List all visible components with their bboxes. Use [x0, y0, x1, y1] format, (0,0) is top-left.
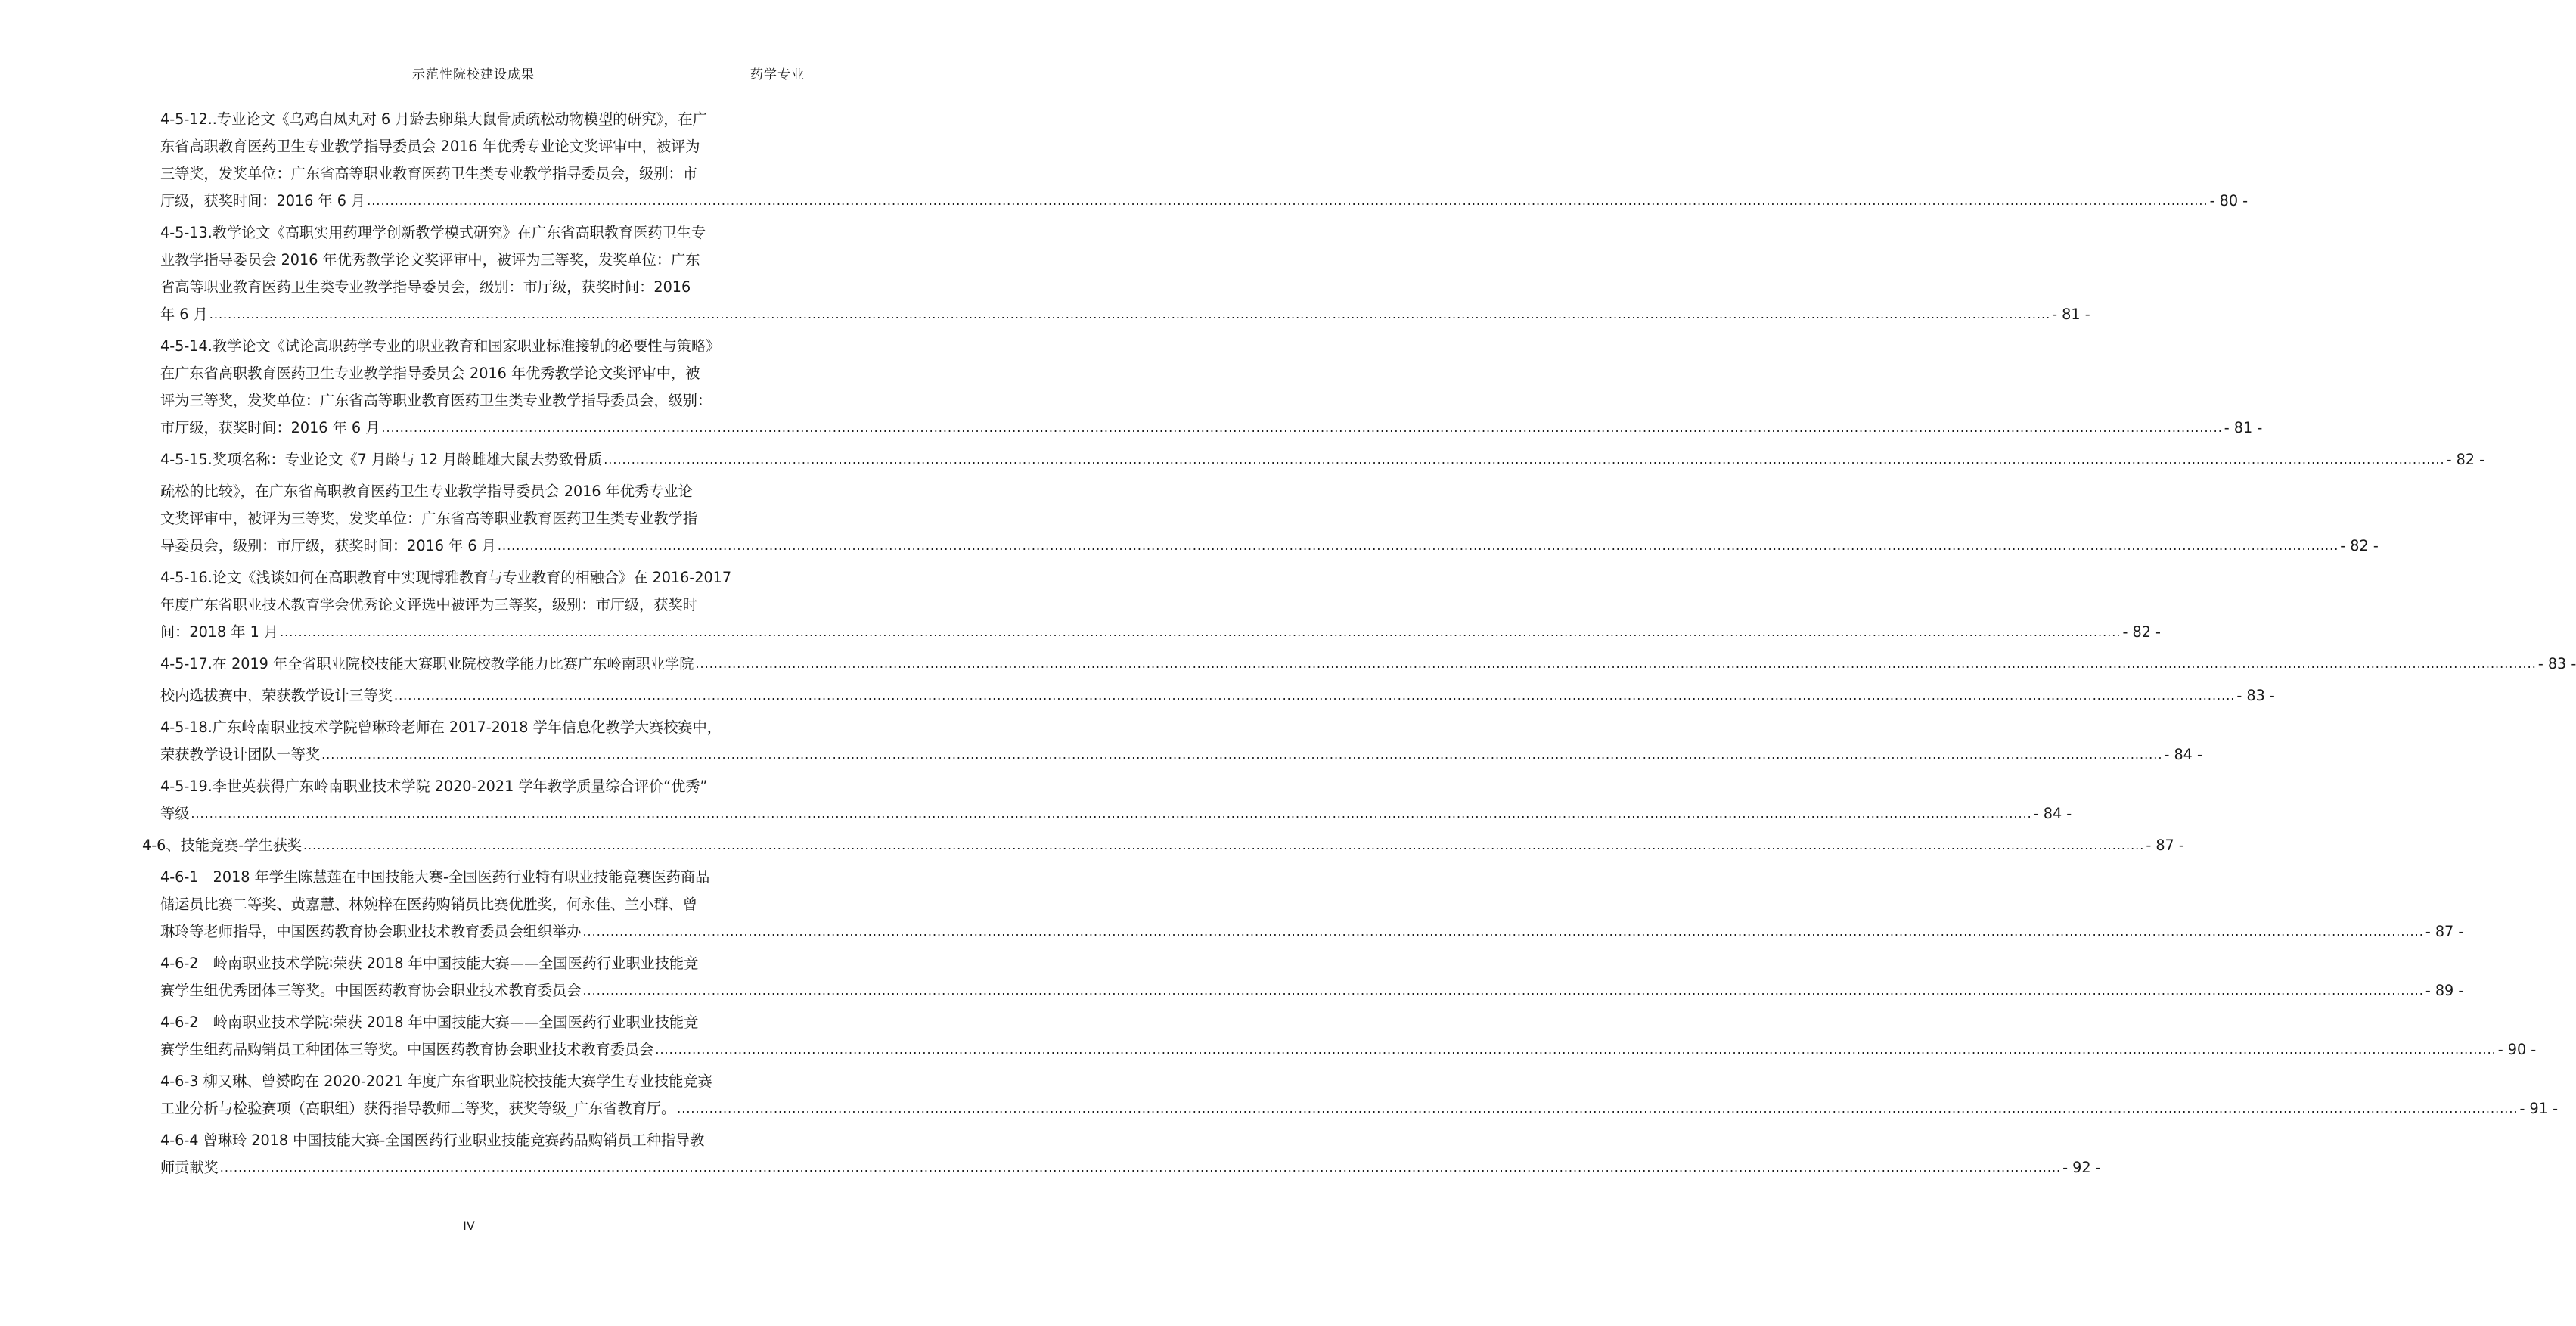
toc-entry-last-line	[160, 446, 2485, 474]
dot-leader: ................................................................................................................................................................................................................................................................................................................................................................................................................	[695, 657, 2537, 671]
toc-entry[interactable]	[142, 682, 2275, 710]
toc-entry-last-line	[160, 619, 2161, 646]
toc-entry-last-line	[142, 832, 2184, 859]
toc-entry[interactable]	[142, 864, 2464, 946]
toc-entry-text: 赛学生组优秀团体三等奖。中国医药教育协会职业技术教育委员会	[160, 982, 582, 999]
toc-entry-text: 导委员会，级别：市厅级，获奖时间：2016 年 6 月	[160, 537, 496, 554]
toc-page-number: - 83 -	[2236, 687, 2275, 704]
toc-entry[interactable]	[142, 651, 2576, 678]
toc-page-number: - 81 -	[2224, 419, 2263, 436]
toc-entry-text: 4-5-17.在 2019 年全省职业院校技能大赛职业院校教学能力比赛广东岭南职业学院	[160, 655, 694, 672]
toc-entry[interactable]	[142, 446, 2485, 474]
toc-entry[interactable]	[142, 1009, 2537, 1064]
toc-entry-line: 4-5-19.李世英获得广东岭南职业技术学院 2020-2021 学年教学质量综合评价“优秀”	[160, 778, 708, 795]
toc-entry[interactable]	[142, 478, 2379, 560]
toc-page-number: - 92 -	[2062, 1159, 2101, 1176]
toc-page-number: - 89 -	[2425, 982, 2464, 999]
toc-entry[interactable]	[142, 106, 2249, 215]
toc-entry-line: 在广东省高职教育医药卫生专业教学指导委员会 2016 年优秀教学论文奖评审中，被	[160, 365, 700, 382]
toc-page-number: - 82 -	[2122, 623, 2161, 641]
dot-leader: ................................................................................................................................................................................................................................................................................................................................................................................................................	[367, 194, 2208, 208]
toc-entry-line: 4-5-16.论文《浅谈如何在高职教育中实现博雅教育与专业教育的相融合》在 2016-2017	[160, 569, 732, 586]
toc-entry-last-line	[160, 918, 2464, 946]
dot-leader: ................................................................................................................................................................................................................................................................................................................................................................................................................	[497, 539, 2339, 553]
toc-entry-line: 省高等职业教育医药卫生类专业教学指导委员会，级别：市厅级，获奖时间：2016	[160, 278, 691, 296]
page-header	[142, 59, 805, 85]
toc-entry-line: 4-5-12..专业论文《乌鸡白凤丸对 6 月龄去卵巢大鼠骨质疏松动物模型的研究》，在广	[160, 110, 707, 128]
toc-entry-text: 市厅级，获奖时间：2016 年 6 月	[160, 419, 380, 436]
toc-entry-last-line	[160, 188, 2249, 215]
toc-entry-line: 4-5-14.教学论文《试论高职药学专业的职业教育和国家职业标准接轨的必要性与策略》	[160, 337, 721, 355]
table-of-contents	[142, 106, 2576, 1186]
toc-entry[interactable]	[142, 564, 2161, 646]
toc-entry[interactable]	[142, 950, 2464, 1005]
toc-entry-line: 4-6-4 曾琳玲 2018 中国技能大赛-全国医药行业职业技能竞赛药品购销员工种指导教	[160, 1132, 705, 1149]
dot-leader: ................................................................................................................................................................................................................................................................................................................................................................................................................	[219, 1160, 2062, 1175]
toc-page-number: - 90 -	[2497, 1041, 2537, 1058]
toc-entry-last-line	[160, 800, 2072, 828]
toc-page-number: - 82 -	[2340, 537, 2379, 554]
toc-entry-text: 4-6、技能竞赛-学生获奖	[142, 837, 302, 854]
toc-page-number: - 82 -	[2446, 451, 2485, 468]
toc-entry[interactable]	[142, 1127, 2101, 1182]
dot-leader: ................................................................................................................................................................................................................................................................................................................................................................................................................	[280, 625, 2121, 639]
toc-entry[interactable]	[142, 714, 2202, 769]
toc-entry-line: 疏松的比较》，在广东省高职教育医药卫生专业教学指导委员会 2016 年优秀专业论	[160, 483, 693, 500]
toc-entry-text: 工业分析与检验赛项（高职组）获得指导教师二等奖，获奖等级_广东省教育厅。	[160, 1100, 676, 1117]
toc-entry[interactable]	[142, 1068, 2558, 1123]
toc-entry-line: 业教学指导委员会 2016 年优秀教学论文奖评审中，被评为三等奖，发奖单位：广东	[160, 251, 700, 269]
toc-entry-line: 4-5-13.教学论文《高职实用药理学创新教学模式研究》在广东省高职教育医药卫生专	[160, 224, 706, 241]
toc-entry-text: 年 6 月	[160, 306, 208, 323]
header-section: 药学专业	[750, 67, 805, 82]
toc-entry-text: 赛学生组药品购销员工种团体三等奖。中国医药教育协会职业技术教育委员会	[160, 1041, 654, 1058]
toc-entry-line: 年度广东省职业技术教育学会优秀论文评选中被评为三等奖，级别：市厅级，获奖时	[160, 596, 697, 613]
toc-entry-text: 荣获教学设计团队一等奖	[160, 746, 321, 763]
toc-entry-last-line	[160, 415, 2263, 442]
toc-entry-text: 师贡献奖	[160, 1159, 219, 1176]
toc-entry-text: 厅级，获奖时间：2016 年 6 月	[160, 192, 366, 210]
dot-leader: ................................................................................................................................................................................................................................................................................................................................................................................................................	[604, 452, 2445, 467]
dot-leader: ................................................................................................................................................................................................................................................................................................................................................................................................................	[582, 924, 2424, 939]
toc-entry-line: 4-5-18.广东岭南职业技术学院曾琳玲老师在 2017-2018 学年信息化教学大赛校赛中，	[160, 719, 722, 736]
dot-leader: ................................................................................................................................................................................................................................................................................................................................................................................................................	[321, 747, 2163, 762]
page-number: IV	[463, 1219, 475, 1233]
toc-entry-last-line	[160, 1095, 2558, 1123]
dot-leader: ................................................................................................................................................................................................................................................................................................................................................................................................................	[303, 838, 2145, 852]
dot-leader: ................................................................................................................................................................................................................................................................................................................................................................................................................	[655, 1042, 2497, 1057]
toc-entry-text: 4-5-15.奖项名称：专业论文《7 月龄与 12 月龄雌雄大鼠去势致骨质	[160, 451, 603, 468]
toc-entry-line: 储运员比赛二等奖、黄嘉慧、林婉梓在医药购销员比赛优胜奖，何永佳、兰小群、曾	[160, 896, 697, 913]
toc-entry-text: 间：2018 年 1 月	[160, 623, 279, 641]
dot-leader: ................................................................................................................................................................................................................................................................................................................................................................................................................	[381, 421, 2223, 435]
toc-entry-line: 4-6-1 2018 年学生陈慧莲在中国技能大赛-全国医药行业特有职业技能竞赛医药商品	[160, 868, 710, 886]
toc-entry-last-line	[160, 301, 2090, 328]
toc-entry-text: 等级	[160, 805, 190, 822]
dot-leader: ................................................................................................................................................................................................................................................................................................................................................................................................................	[677, 1101, 2519, 1116]
toc-entry-line: 4-6-3 柳又琳、曾赟昀在 2020-2021 年度广东省职业院校技能大赛学生专业技能竞赛	[160, 1073, 712, 1090]
toc-entry-last-line	[160, 533, 2379, 560]
dot-leader: ................................................................................................................................................................................................................................................................................................................................................................................................................	[191, 806, 2032, 821]
toc-entry-last-line	[160, 651, 2576, 678]
toc-entry-last-line	[160, 977, 2464, 1005]
toc-entry-line: 三等奖，发奖单位：广东省高等职业教育医药卫生类专业教学指导委员会，级别：市	[160, 165, 697, 182]
toc-entry-text: 琳玲等老师指导，中国医药教育协会职业技术教育委员会组织举办	[160, 923, 582, 940]
toc-page-number: - 84 -	[2164, 746, 2202, 763]
toc-entry-line: 东省高职教育医药卫生专业教学指导委员会 2016 年优秀专业论文奖评审中，被评为	[160, 138, 700, 155]
dot-leader: ................................................................................................................................................................................................................................................................................................................................................................................................................	[209, 307, 2051, 321]
dot-leader: ................................................................................................................................................................................................................................................................................................................................................................................................................	[394, 688, 2236, 703]
toc-page-number: - 91 -	[2519, 1100, 2558, 1117]
toc-page-number: - 87 -	[2146, 837, 2184, 854]
toc-page-number: - 87 -	[2425, 923, 2464, 940]
toc-entry-last-line	[160, 1154, 2101, 1182]
toc-entry-line: 4-6-2 岭南职业技术学院∶荣获 2018 年中国技能大赛——全国医药行业职业技能竞	[160, 955, 699, 972]
toc-entry-last-line	[160, 741, 2202, 769]
toc-entry-last-line	[160, 682, 2275, 710]
toc-entry-line: 4-6-2 岭南职业技术学院∶荣获 2018 年中国技能大赛——全国医药行业职业技能竞	[160, 1014, 699, 1031]
dot-leader: ................................................................................................................................................................................................................................................................................................................................................................................................................	[582, 983, 2424, 998]
toc-entry-line: 评为三等奖，发奖单位：广东省高等职业教育医药卫生类专业教学指导委员会，级别：	[160, 392, 712, 409]
toc-entry-line: 文奖评审中，被评为三等奖，发奖单位：广东省高等职业教育医药卫生类专业教学指	[160, 510, 697, 527]
toc-entry[interactable]	[142, 773, 2072, 828]
header-title: 示范性院校建设成果	[412, 67, 535, 82]
toc-page-number: - 84 -	[2033, 805, 2072, 822]
toc-page-number: - 80 -	[2209, 192, 2249, 210]
toc-page-number: - 81 -	[2052, 306, 2090, 323]
toc-entry[interactable]	[142, 832, 2184, 859]
toc-entry[interactable]	[142, 333, 2263, 442]
toc-entry-text: 校内选拔赛中，荣获教学设计三等奖	[160, 687, 393, 704]
toc-entry-last-line	[160, 1036, 2537, 1064]
toc-page-number: - 83 -	[2537, 655, 2576, 672]
toc-entry[interactable]	[142, 219, 2090, 328]
